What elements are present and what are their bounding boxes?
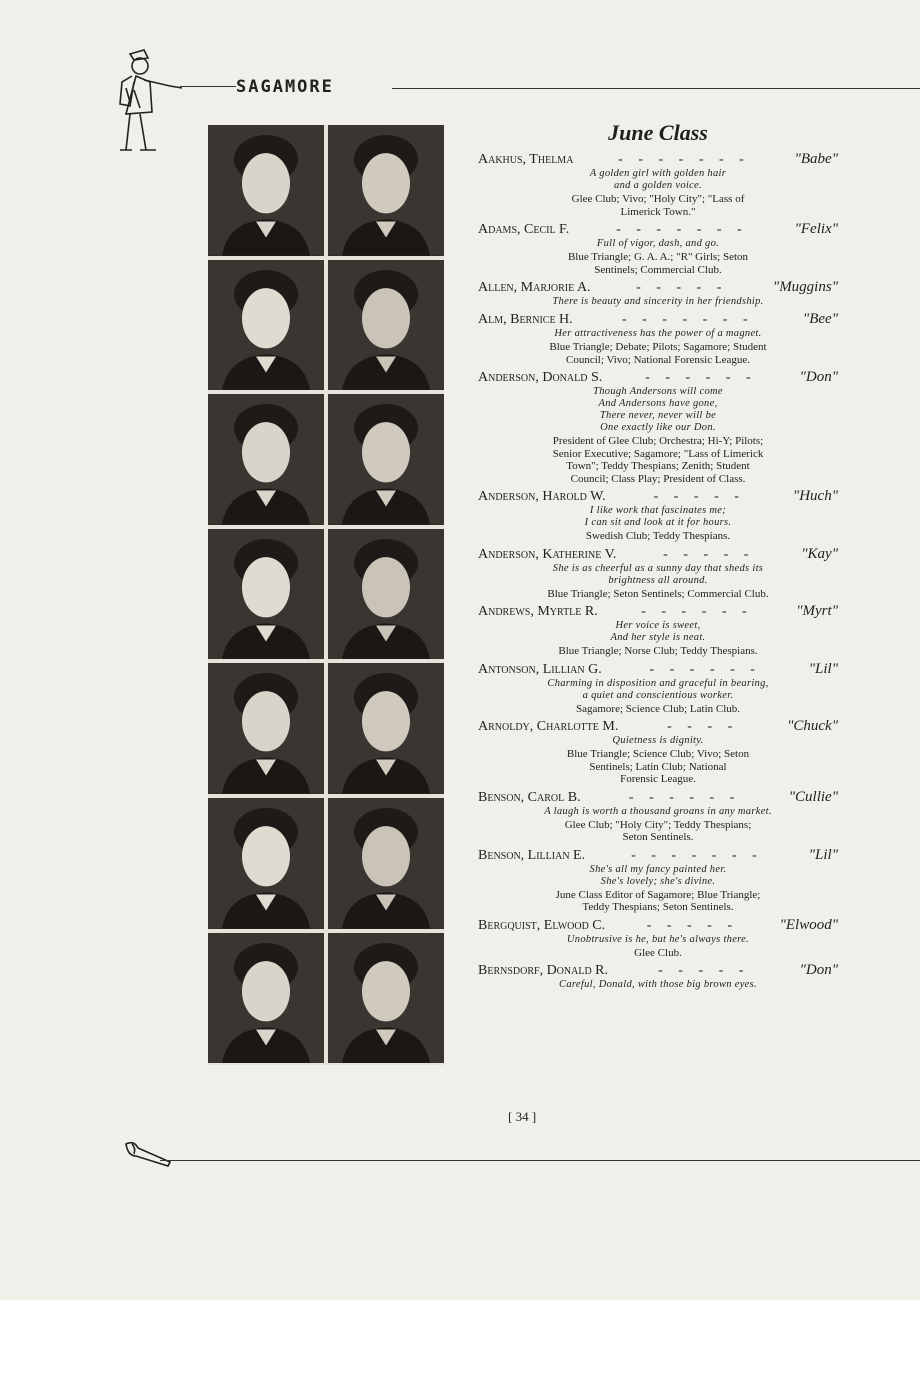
leader-dashes: - - - - - [663, 546, 755, 562]
student-activities: President of Glee Club; Orchestra; Hi-Y; Pilots; Senior Executive; Sagamore; "Lass of Limerick Town"; Teddy Thespians; Zenith; Student Council; Class Play; President of Class. [552, 435, 764, 485]
portrait-photo [328, 529, 444, 660]
leader-dashes: - - - - - - [649, 661, 761, 677]
student-motto: Careful, Donald, with those big brown eyes. [559, 979, 757, 990]
horn-icon [124, 1138, 174, 1172]
student-nickname: "Lil" [808, 660, 838, 677]
name-line [478, 962, 838, 979]
footer-rule [160, 1160, 920, 1161]
student-nickname: "Myrt" [796, 603, 838, 619]
student-name: Antonson, Lillian G. [478, 661, 602, 677]
student-name: Benson, Carol B. [478, 789, 581, 805]
student-nickname: "Felix" [794, 221, 838, 237]
student-entry [478, 279, 838, 308]
student-activities: Blue Triangle; G. A. A.; "R" Girls; Seton Sentinels; Commercial Club. [567, 251, 749, 276]
name-line [478, 789, 838, 806]
portrait-photo [208, 125, 324, 256]
student-nickname: "Lil" [808, 846, 838, 863]
student-entry [478, 221, 838, 276]
portrait-photo [328, 663, 444, 794]
name-line [478, 488, 838, 505]
student-name: Aakhus, Thelma [478, 152, 574, 167]
leader-dashes: - - - - - [653, 489, 745, 504]
student-name: Anderson, Katherine V. [478, 546, 617, 562]
student-nickname: "Cullie" [788, 788, 838, 805]
leader-dashes: - - - - - - [628, 789, 741, 805]
name-line [478, 661, 838, 678]
student-activities: June Class Editor of Sagamore; Blue Triangle; Teddy Thespians; Seton Sentinels. [555, 888, 761, 913]
student-nickname: "Huch" [792, 488, 838, 504]
herald-trumpeter-icon [100, 42, 182, 162]
student-motto: I like work that fascinates me; I can sit and look at it for hours. [584, 505, 732, 528]
student-name: Adams, Cecil F. [478, 222, 570, 237]
photo-grid [208, 125, 444, 1065]
student-entry [478, 311, 838, 366]
student-name: Arnoldy, Charlotte M. [478, 719, 619, 734]
name-line [478, 718, 838, 735]
student-activities: Blue Triangle; Debate; Pilots; Sagamore; Student Council; Vivo; National Forensic League. [549, 341, 767, 366]
student-motto: Charming in disposition and graceful in bearing, a quiet and conscientious worker. [547, 677, 769, 701]
student-motto: She is as cheerful as a sunny day that sheds its brightness all around. [552, 562, 764, 586]
student-motto: Unobtrusive is he, but he's always there. [566, 933, 750, 945]
name-line [478, 279, 838, 296]
student-entry [478, 789, 838, 844]
portrait-photo [208, 663, 324, 794]
student-nickname: "Kay" [801, 545, 838, 562]
student-name: Anderson, Donald S. [478, 370, 603, 385]
student-activities: Swedish Club; Teddy Thespians. [585, 530, 731, 542]
leader-dashes: - - - - - [658, 963, 750, 978]
student-motto: There is beauty and sincerity in her friendship. [552, 296, 764, 307]
header-rule [392, 88, 920, 89]
portrait-photo [208, 798, 324, 929]
student-nickname: "Bee" [802, 311, 838, 327]
student-entry [478, 718, 838, 786]
leader-dashes: - - - - - - - [616, 222, 748, 237]
portrait-photo [328, 933, 444, 1064]
student-motto: A golden girl with golden hair and a golden voice. [589, 168, 727, 191]
student-activities: Blue Triangle; Norse Club; Teddy Thespians. [558, 645, 758, 657]
portrait-photo [328, 260, 444, 391]
leader-dashes: - - - - - [646, 917, 738, 933]
student-name: Benson, Lillian E. [478, 847, 586, 863]
leader-dashes: - - - - - - - [618, 152, 750, 167]
student-motto: Quietness is dignity. [612, 735, 704, 746]
student-motto: Her voice is sweet, And her style is neat. [610, 620, 706, 643]
student-name: Anderson, Harold W. [478, 489, 606, 504]
student-name: Alm, Bernice H. [478, 312, 573, 327]
student-name: Bergquist, Elwood C. [478, 917, 606, 933]
student-roster [478, 151, 838, 994]
student-name: Andrews, Myrtle R. [478, 604, 598, 619]
student-nickname: "Chuck" [787, 718, 838, 734]
student-nickname: "Don" [799, 962, 838, 978]
name-line [478, 221, 838, 238]
name-line [478, 311, 838, 328]
student-motto: Though Andersons will come And Andersons have gone, There never, never will be One exactly like our Don. [593, 386, 723, 433]
leader-dashes: - - - - - - - [621, 312, 754, 327]
student-entry [478, 546, 838, 601]
name-line [478, 917, 838, 934]
student-activities: Sagamore; Science Club; Latin Club. [575, 702, 741, 715]
page-number: [ 34 ] [508, 1109, 537, 1124]
student-motto: Full of vigor, dash, and go. [596, 238, 720, 249]
student-entry [478, 661, 838, 716]
portrait-photo [328, 394, 444, 525]
name-line [478, 847, 838, 864]
name-line [478, 369, 838, 386]
student-entry [478, 917, 838, 960]
student-entry [478, 847, 838, 914]
leader-dashes: - - - - - - [645, 370, 757, 385]
student-nickname: "Don" [799, 369, 838, 385]
name-line [478, 546, 838, 563]
leader-dashes: - - - - - - [641, 604, 753, 619]
student-entry [478, 369, 838, 485]
student-entry [478, 151, 838, 218]
header-trumpet-line [180, 86, 236, 87]
student-entry [478, 488, 838, 543]
portrait-photo [208, 394, 324, 525]
portrait-photo [208, 260, 324, 391]
student-activities: Blue Triangle; Seton Sentinels; Commercial Club. [547, 587, 769, 600]
portrait-photo [208, 933, 324, 1064]
portrait-photo [328, 798, 444, 929]
student-motto: Her attractiveness has the power of a magnet. [554, 328, 762, 339]
leader-dashes: - - - - - - - [631, 847, 763, 863]
student-nickname: "Elwood" [779, 916, 838, 933]
student-entry [478, 603, 838, 658]
student-nickname: "Muggins" [772, 279, 838, 295]
student-entry [478, 962, 838, 991]
student-name: Bernsdorf, Donald R. [478, 963, 609, 978]
name-line [478, 603, 838, 620]
class-title: June Class [608, 120, 708, 145]
header-title: SAGAMORE [236, 77, 334, 97]
student-name: Allen, Marjorie A. [478, 280, 591, 295]
student-activities: Blue Triangle; Science Club; Vivo; Seton Sentinels; Latin Club; National Forensic League. [566, 748, 750, 785]
student-nickname: "Babe" [794, 151, 838, 167]
leader-dashes: - - - - - [636, 280, 728, 295]
student-activities: Glee Club; Vivo; "Holy City"; "Lass of Limerick Town." [571, 193, 745, 218]
student-motto: A laugh is worth a thousand groans in any market. [544, 805, 772, 817]
student-activities: Glee Club. [634, 946, 682, 959]
student-motto: She's all my fancy painted her. She's lovely; she's divine. [589, 863, 727, 887]
name-line [478, 151, 838, 168]
student-activities: Glee Club; "Holy City"; Teddy Thespians; Seton Sentinels. [564, 818, 752, 843]
portrait-photo [328, 125, 444, 256]
leader-dashes: - - - - [667, 719, 739, 734]
portrait-photo [208, 529, 324, 660]
